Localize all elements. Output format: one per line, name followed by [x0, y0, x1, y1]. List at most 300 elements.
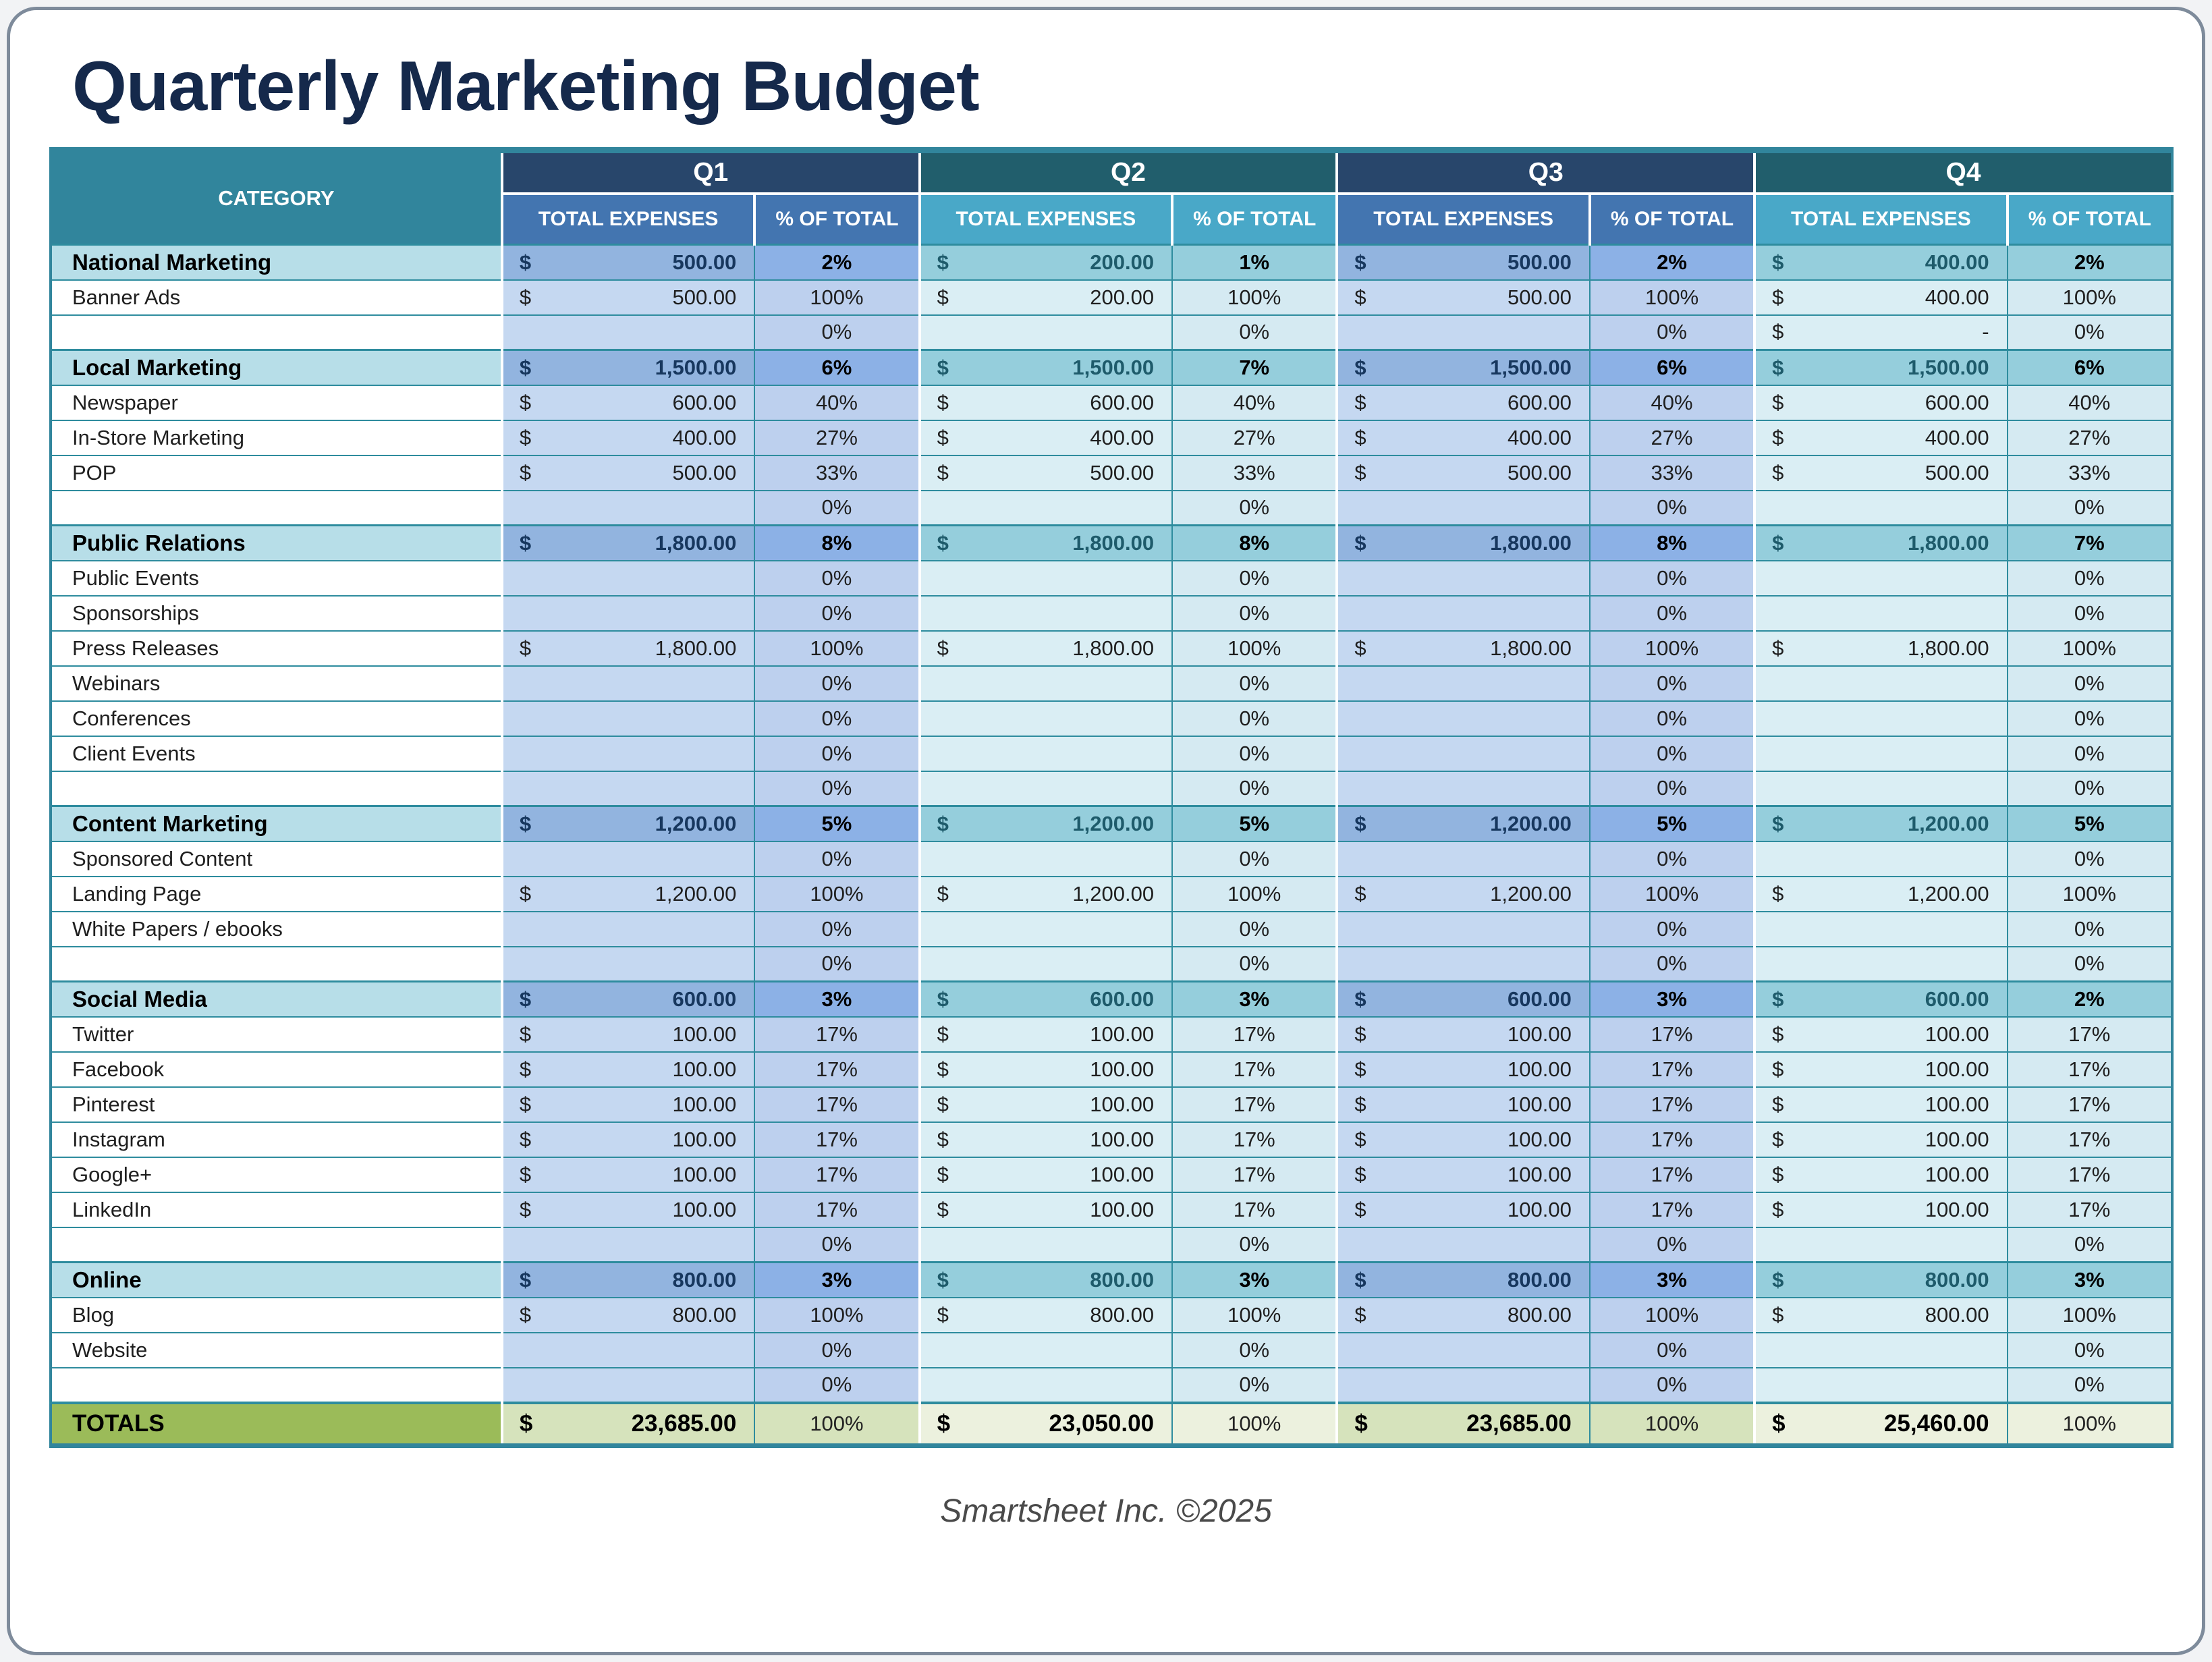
pct-cell[interactable]: 100%	[1590, 631, 1754, 666]
pct-cell[interactable]: 0%	[1590, 736, 1754, 771]
category-cell[interactable]: Landing Page	[51, 877, 502, 912]
expense-cell[interactable]	[1337, 666, 1589, 701]
expense-cell[interactable]	[1337, 841, 1589, 877]
pct-cell[interactable]: 27%	[754, 420, 919, 455]
pct-cell[interactable]: 17%	[1172, 1192, 1337, 1227]
pct-cell[interactable]: 0%	[1590, 947, 1754, 982]
expense-cell[interactable]	[502, 1192, 754, 1227]
pct-cell[interactable]: 17%	[1172, 1052, 1337, 1087]
expense-cell[interactable]	[502, 666, 754, 701]
pct-cell[interactable]: 27%	[1590, 420, 1754, 455]
expense-cell[interactable]	[920, 1227, 1172, 1263]
expense-cell[interactable]	[502, 596, 754, 631]
expense-cell[interactable]	[1754, 877, 2007, 912]
pct-cell[interactable]: 100%	[754, 631, 919, 666]
pct-cell[interactable]: 0%	[754, 771, 919, 806]
expense-cell[interactable]	[1337, 701, 1589, 736]
pct-cell[interactable]: 100%	[754, 877, 919, 912]
pct-cell[interactable]: 0%	[754, 666, 919, 701]
subheader-pct-q4[interactable]: % OF TOTAL	[2008, 194, 2172, 245]
expense-cell[interactable]	[1754, 701, 2007, 736]
expense-cell[interactable]	[1754, 947, 2007, 982]
pct-cell[interactable]: 17%	[1172, 1017, 1337, 1052]
expense-cell[interactable]	[1337, 1157, 1589, 1192]
pct-cell[interactable]: 100%	[1590, 1298, 1754, 1333]
pct-cell[interactable]: 3%	[1172, 1263, 1337, 1298]
category-cell[interactable]: Content Marketing	[51, 806, 502, 841]
pct-cell[interactable]: 17%	[754, 1017, 919, 1052]
expense-cell[interactable]	[502, 982, 754, 1017]
expense-cell[interactable]	[1337, 561, 1589, 596]
pct-cell[interactable]: 17%	[754, 1052, 919, 1087]
expense-cell[interactable]	[1754, 315, 2007, 350]
expense-cell[interactable]	[1754, 1052, 2007, 1087]
expense-cell[interactable]	[1337, 420, 1589, 455]
category-cell[interactable]: Sponsored Content	[51, 841, 502, 877]
expense-cell[interactable]	[1337, 280, 1589, 315]
expense-cell[interactable]	[502, 315, 754, 350]
pct-cell[interactable]: 0%	[2008, 666, 2172, 701]
expense-cell[interactable]	[920, 245, 1172, 280]
pct-cell[interactable]: 0%	[1590, 666, 1754, 701]
expense-cell[interactable]	[920, 455, 1172, 491]
expense-cell[interactable]	[920, 280, 1172, 315]
category-cell[interactable]: Public Events	[51, 561, 502, 596]
category-cell[interactable]: Press Releases	[51, 631, 502, 666]
expense-cell[interactable]	[502, 1122, 754, 1157]
category-cell[interactable]: Client Events	[51, 736, 502, 771]
category-cell[interactable]: National Marketing	[51, 245, 502, 280]
expense-cell[interactable]	[1754, 1017, 2007, 1052]
subheader-pct-q3[interactable]: % OF TOTAL	[1590, 194, 1754, 245]
pct-cell[interactable]: 0%	[1590, 701, 1754, 736]
expense-cell[interactable]	[1337, 1087, 1589, 1122]
expense-cell[interactable]	[1754, 596, 2007, 631]
pct-cell[interactable]: 0%	[1172, 666, 1337, 701]
pct-cell[interactable]: 3%	[754, 982, 919, 1017]
expense-cell[interactable]	[502, 1403, 754, 1446]
expense-cell[interactable]	[920, 982, 1172, 1017]
pct-cell[interactable]: 17%	[1590, 1087, 1754, 1122]
pct-cell[interactable]: 8%	[1172, 526, 1337, 561]
expense-cell[interactable]	[502, 771, 754, 806]
pct-cell[interactable]: 0%	[1172, 736, 1337, 771]
subheader-pct-q2[interactable]: % OF TOTAL	[1172, 194, 1337, 245]
pct-cell[interactable]: 17%	[2008, 1087, 2172, 1122]
pct-cell[interactable]: 33%	[1590, 455, 1754, 491]
expense-cell[interactable]	[502, 1368, 754, 1403]
expense-cell[interactable]	[920, 1403, 1172, 1446]
pct-cell[interactable]: 0%	[1172, 947, 1337, 982]
pct-cell[interactable]: 0%	[1172, 1333, 1337, 1368]
pct-cell[interactable]: 40%	[1590, 385, 1754, 420]
expense-cell[interactable]	[1337, 1333, 1589, 1368]
pct-cell[interactable]: 0%	[1172, 1227, 1337, 1263]
category-cell[interactable]: Newspaper	[51, 385, 502, 420]
pct-cell[interactable]: 0%	[1590, 491, 1754, 526]
pct-cell[interactable]: 17%	[754, 1157, 919, 1192]
expense-cell[interactable]	[1337, 1017, 1589, 1052]
category-cell[interactable]: Public Relations	[51, 526, 502, 561]
pct-cell[interactable]: 0%	[1172, 315, 1337, 350]
expense-cell[interactable]	[920, 1298, 1172, 1333]
pct-cell[interactable]: 0%	[1590, 561, 1754, 596]
pct-cell[interactable]: 17%	[2008, 1017, 2172, 1052]
pct-cell[interactable]: 17%	[754, 1122, 919, 1157]
pct-cell[interactable]: 100%	[1590, 280, 1754, 315]
pct-cell[interactable]: 40%	[1172, 385, 1337, 420]
category-cell[interactable]: White Papers / ebooks	[51, 912, 502, 947]
pct-cell[interactable]: 17%	[2008, 1052, 2172, 1087]
category-cell[interactable]: Twitter	[51, 1017, 502, 1052]
expense-cell[interactable]	[1754, 561, 2007, 596]
expense-cell[interactable]	[502, 491, 754, 526]
expense-cell[interactable]	[920, 596, 1172, 631]
pct-cell[interactable]: 100%	[2008, 631, 2172, 666]
category-cell[interactable]: Facebook	[51, 1052, 502, 1087]
expense-cell[interactable]	[1337, 912, 1589, 947]
category-cell[interactable]: Sponsorships	[51, 596, 502, 631]
pct-cell[interactable]: 0%	[2008, 771, 2172, 806]
pct-cell[interactable]: 100%	[1172, 1298, 1337, 1333]
expense-cell[interactable]	[920, 877, 1172, 912]
pct-cell[interactable]: 17%	[1590, 1157, 1754, 1192]
expense-cell[interactable]	[502, 877, 754, 912]
expense-cell[interactable]	[920, 806, 1172, 841]
pct-cell[interactable]: 2%	[1590, 245, 1754, 280]
expense-cell[interactable]	[502, 455, 754, 491]
pct-cell[interactable]: 100%	[2008, 1298, 2172, 1333]
pct-cell[interactable]: 0%	[2008, 947, 2172, 982]
pct-cell[interactable]: 0%	[1590, 1227, 1754, 1263]
pct-cell[interactable]: 0%	[2008, 561, 2172, 596]
pct-cell[interactable]: 0%	[1172, 491, 1337, 526]
pct-cell[interactable]: 8%	[754, 526, 919, 561]
pct-cell[interactable]: 0%	[754, 315, 919, 350]
pct-cell[interactable]: 0%	[754, 1227, 919, 1263]
subheader-expenses-q4[interactable]: TOTAL EXPENSES	[1754, 194, 2007, 245]
pct-cell[interactable]: 0%	[2008, 736, 2172, 771]
subheader-pct-q1[interactable]: % OF TOTAL	[754, 194, 919, 245]
category-cell[interactable]: Social Media	[51, 982, 502, 1017]
expense-cell[interactable]	[502, 1298, 754, 1333]
pct-cell[interactable]: 27%	[1172, 420, 1337, 455]
pct-cell[interactable]: 100%	[1172, 1403, 1337, 1446]
expense-cell[interactable]	[1337, 526, 1589, 561]
pct-cell[interactable]: 0%	[1172, 561, 1337, 596]
pct-cell[interactable]: 3%	[1590, 982, 1754, 1017]
expense-cell[interactable]	[502, 280, 754, 315]
pct-cell[interactable]: 5%	[754, 806, 919, 841]
expense-cell[interactable]	[1337, 1227, 1589, 1263]
pct-cell[interactable]: 100%	[1590, 877, 1754, 912]
category-cell[interactable]	[51, 947, 502, 982]
pct-cell[interactable]: 0%	[2008, 315, 2172, 350]
expense-cell[interactable]	[1337, 1368, 1589, 1403]
expense-cell[interactable]	[1754, 350, 2007, 385]
expense-cell[interactable]	[1754, 806, 2007, 841]
pct-cell[interactable]: 0%	[754, 596, 919, 631]
pct-cell[interactable]: 33%	[1172, 455, 1337, 491]
pct-cell[interactable]: 100%	[754, 280, 919, 315]
pct-cell[interactable]: 40%	[2008, 385, 2172, 420]
pct-cell[interactable]: 100%	[754, 1403, 919, 1446]
pct-cell[interactable]: 2%	[754, 245, 919, 280]
pct-cell[interactable]: 0%	[1590, 1368, 1754, 1403]
category-cell[interactable]: POP	[51, 455, 502, 491]
pct-cell[interactable]: 0%	[2008, 1333, 2172, 1368]
expense-cell[interactable]	[920, 491, 1172, 526]
expense-cell[interactable]	[920, 736, 1172, 771]
pct-cell[interactable]: 40%	[754, 385, 919, 420]
expense-cell[interactable]	[502, 1227, 754, 1263]
pct-cell[interactable]: 0%	[754, 701, 919, 736]
pct-cell[interactable]: 0%	[1172, 771, 1337, 806]
pct-cell[interactable]: 0%	[1172, 701, 1337, 736]
expense-cell[interactable]	[502, 631, 754, 666]
expense-cell[interactable]	[502, 526, 754, 561]
expense-cell[interactable]	[502, 736, 754, 771]
pct-cell[interactable]: 33%	[754, 455, 919, 491]
pct-cell[interactable]: 0%	[754, 561, 919, 596]
expense-cell[interactable]	[1754, 385, 2007, 420]
expense-cell[interactable]	[920, 315, 1172, 350]
category-cell[interactable]: Webinars	[51, 666, 502, 701]
expense-cell[interactable]	[920, 1052, 1172, 1087]
expense-cell[interactable]	[502, 1157, 754, 1192]
pct-cell[interactable]: 17%	[2008, 1157, 2172, 1192]
quarter-header-q2[interactable]: Q2	[920, 150, 1337, 194]
pct-cell[interactable]: 2%	[2008, 245, 2172, 280]
pct-cell[interactable]: 5%	[1172, 806, 1337, 841]
pct-cell[interactable]: 0%	[1172, 841, 1337, 877]
category-cell[interactable]: Google+	[51, 1157, 502, 1192]
expense-cell[interactable]	[1337, 806, 1589, 841]
expense-cell[interactable]	[920, 1368, 1172, 1403]
pct-cell[interactable]: 2%	[2008, 982, 2172, 1017]
category-cell[interactable]: Website	[51, 1333, 502, 1368]
expense-cell[interactable]	[1337, 245, 1589, 280]
pct-cell[interactable]: 100%	[2008, 280, 2172, 315]
expense-cell[interactable]	[920, 701, 1172, 736]
expense-cell[interactable]	[1754, 631, 2007, 666]
pct-cell[interactable]: 0%	[2008, 1368, 2172, 1403]
pct-cell[interactable]: 100%	[1590, 1403, 1754, 1446]
expense-cell[interactable]	[502, 806, 754, 841]
pct-cell[interactable]: 0%	[1590, 1333, 1754, 1368]
pct-cell[interactable]: 17%	[754, 1087, 919, 1122]
expense-cell[interactable]	[1754, 1227, 2007, 1263]
pct-cell[interactable]: 0%	[2008, 912, 2172, 947]
expense-cell[interactable]	[1337, 315, 1589, 350]
expense-cell[interactable]	[1754, 526, 2007, 561]
expense-cell[interactable]	[1337, 1052, 1589, 1087]
pct-cell[interactable]: 0%	[2008, 596, 2172, 631]
expense-cell[interactable]	[920, 912, 1172, 947]
category-cell[interactable]	[51, 1227, 502, 1263]
expense-cell[interactable]	[920, 561, 1172, 596]
expense-cell[interactable]	[1754, 736, 2007, 771]
expense-cell[interactable]	[1754, 771, 2007, 806]
pct-cell[interactable]: 0%	[2008, 701, 2172, 736]
expense-cell[interactable]	[1754, 841, 2007, 877]
category-cell[interactable]: Conferences	[51, 701, 502, 736]
pct-cell[interactable]: 17%	[1172, 1087, 1337, 1122]
pct-cell[interactable]: 0%	[1590, 315, 1754, 350]
expense-cell[interactable]	[1754, 666, 2007, 701]
expense-cell[interactable]	[920, 1263, 1172, 1298]
pct-cell[interactable]: 17%	[1172, 1157, 1337, 1192]
pct-cell[interactable]: 1%	[1172, 245, 1337, 280]
pct-cell[interactable]: 0%	[754, 1333, 919, 1368]
expense-cell[interactable]	[920, 771, 1172, 806]
expense-cell[interactable]	[920, 1017, 1172, 1052]
pct-cell[interactable]: 27%	[2008, 420, 2172, 455]
expense-cell[interactable]	[502, 1087, 754, 1122]
expense-cell[interactable]	[502, 561, 754, 596]
pct-cell[interactable]: 0%	[754, 1368, 919, 1403]
expense-cell[interactable]	[502, 947, 754, 982]
expense-cell[interactable]	[1754, 1403, 2007, 1446]
expense-cell[interactable]	[1337, 491, 1589, 526]
expense-cell[interactable]	[502, 1263, 754, 1298]
expense-cell[interactable]	[1337, 1403, 1589, 1446]
expense-cell[interactable]	[502, 1052, 754, 1087]
quarter-header-q1[interactable]: Q1	[502, 150, 920, 194]
expense-cell[interactable]	[1337, 771, 1589, 806]
pct-cell[interactable]: 0%	[2008, 1227, 2172, 1263]
pct-cell[interactable]: 33%	[2008, 455, 2172, 491]
expense-cell[interactable]	[1754, 1333, 2007, 1368]
category-cell[interactable]	[51, 1368, 502, 1403]
category-column-header[interactable]: CATEGORY	[51, 150, 502, 245]
expense-cell[interactable]	[920, 385, 1172, 420]
expense-cell[interactable]	[920, 1333, 1172, 1368]
expense-cell[interactable]	[920, 350, 1172, 385]
expense-cell[interactable]	[1754, 1298, 2007, 1333]
pct-cell[interactable]: 0%	[1590, 841, 1754, 877]
pct-cell[interactable]: 5%	[1590, 806, 1754, 841]
subheader-expenses-q3[interactable]: TOTAL EXPENSES	[1337, 194, 1589, 245]
pct-cell[interactable]: 7%	[2008, 526, 2172, 561]
expense-cell[interactable]	[1337, 1263, 1589, 1298]
pct-cell[interactable]: 0%	[754, 841, 919, 877]
pct-cell[interactable]: 0%	[754, 491, 919, 526]
expense-cell[interactable]	[1337, 1298, 1589, 1333]
pct-cell[interactable]: 0%	[1172, 596, 1337, 631]
pct-cell[interactable]: 6%	[754, 350, 919, 385]
category-cell[interactable]: LinkedIn	[51, 1192, 502, 1227]
expense-cell[interactable]	[920, 1122, 1172, 1157]
expense-cell[interactable]	[1754, 245, 2007, 280]
expense-cell[interactable]	[1754, 491, 2007, 526]
expense-cell[interactable]	[1337, 631, 1589, 666]
expense-cell[interactable]	[1337, 385, 1589, 420]
expense-cell[interactable]	[920, 631, 1172, 666]
quarter-header-q4[interactable]: Q4	[1754, 150, 2172, 194]
pct-cell[interactable]: 0%	[754, 912, 919, 947]
expense-cell[interactable]	[920, 420, 1172, 455]
expense-cell[interactable]	[920, 841, 1172, 877]
expense-cell[interactable]	[1754, 420, 2007, 455]
pct-cell[interactable]: 0%	[754, 736, 919, 771]
expense-cell[interactable]	[502, 350, 754, 385]
pct-cell[interactable]: 0%	[754, 947, 919, 982]
pct-cell[interactable]: 100%	[2008, 877, 2172, 912]
expense-cell[interactable]	[1337, 982, 1589, 1017]
category-cell[interactable]	[51, 771, 502, 806]
category-cell[interactable]: Blog	[51, 1298, 502, 1333]
expense-cell[interactable]	[1754, 1122, 2007, 1157]
expense-cell[interactable]	[1337, 1122, 1589, 1157]
pct-cell[interactable]: 0%	[1590, 596, 1754, 631]
pct-cell[interactable]: 17%	[1172, 1122, 1337, 1157]
pct-cell[interactable]: 0%	[1590, 912, 1754, 947]
pct-cell[interactable]: 17%	[1590, 1017, 1754, 1052]
pct-cell[interactable]: 17%	[1590, 1052, 1754, 1087]
expense-cell[interactable]	[1754, 455, 2007, 491]
expense-cell[interactable]	[1754, 1368, 2007, 1403]
expense-cell[interactable]	[1337, 596, 1589, 631]
expense-cell[interactable]	[920, 1192, 1172, 1227]
expense-cell[interactable]	[1754, 1157, 2007, 1192]
expense-cell[interactable]	[920, 666, 1172, 701]
quarter-header-q3[interactable]: Q3	[1337, 150, 1754, 194]
expense-cell[interactable]	[1754, 1192, 2007, 1227]
pct-cell[interactable]: 7%	[1172, 350, 1337, 385]
pct-cell[interactable]: 5%	[2008, 806, 2172, 841]
category-cell[interactable]: Banner Ads	[51, 280, 502, 315]
pct-cell[interactable]: 17%	[2008, 1122, 2172, 1157]
category-cell[interactable]: Online	[51, 1263, 502, 1298]
pct-cell[interactable]: 8%	[1590, 526, 1754, 561]
expense-cell[interactable]	[1337, 947, 1589, 982]
expense-cell[interactable]	[502, 420, 754, 455]
pct-cell[interactable]: 100%	[1172, 877, 1337, 912]
subheader-expenses-q1[interactable]: TOTAL EXPENSES	[502, 194, 754, 245]
pct-cell[interactable]: 0%	[1172, 912, 1337, 947]
pct-cell[interactable]: 6%	[2008, 350, 2172, 385]
expense-cell[interactable]	[1754, 1263, 2007, 1298]
expense-cell[interactable]	[1337, 350, 1589, 385]
pct-cell[interactable]: 0%	[2008, 841, 2172, 877]
category-cell[interactable]: TOTALS	[51, 1403, 502, 1446]
category-cell[interactable]: Pinterest	[51, 1087, 502, 1122]
expense-cell[interactable]	[1337, 877, 1589, 912]
category-cell[interactable]: In-Store Marketing	[51, 420, 502, 455]
pct-cell[interactable]: 3%	[1590, 1263, 1754, 1298]
subheader-expenses-q2[interactable]: TOTAL EXPENSES	[920, 194, 1172, 245]
expense-cell[interactable]	[1754, 912, 2007, 947]
expense-cell[interactable]	[920, 526, 1172, 561]
pct-cell[interactable]: 0%	[1590, 771, 1754, 806]
expense-cell[interactable]	[920, 1087, 1172, 1122]
pct-cell[interactable]: 100%	[1172, 280, 1337, 315]
pct-cell[interactable]: 17%	[2008, 1192, 2172, 1227]
expense-cell[interactable]	[502, 1017, 754, 1052]
expense-cell[interactable]	[502, 385, 754, 420]
category-cell[interactable]	[51, 491, 502, 526]
pct-cell[interactable]: 17%	[754, 1192, 919, 1227]
pct-cell[interactable]: 3%	[1172, 982, 1337, 1017]
expense-cell[interactable]	[502, 1333, 754, 1368]
expense-cell[interactable]	[1754, 280, 2007, 315]
category-cell[interactable]: Instagram	[51, 1122, 502, 1157]
expense-cell[interactable]	[502, 912, 754, 947]
pct-cell[interactable]: 6%	[1590, 350, 1754, 385]
pct-cell[interactable]: 3%	[2008, 1263, 2172, 1298]
expense-cell[interactable]	[920, 947, 1172, 982]
